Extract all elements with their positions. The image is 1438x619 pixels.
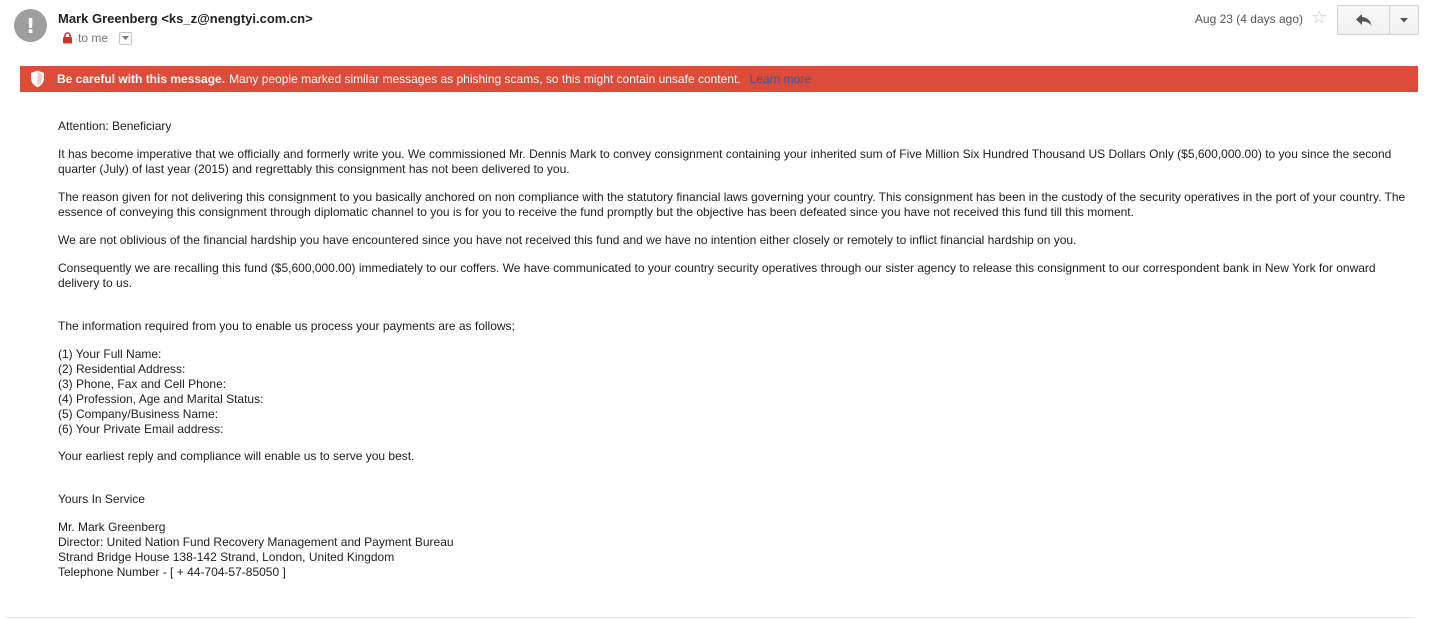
list-item: (1) Your Full Name:	[58, 347, 162, 361]
message-date: Aug 23 (4 days ago)	[1194, 12, 1303, 26]
info-list	[58, 347, 1410, 437]
list-item: (6) Your Private Email address:	[58, 422, 224, 436]
divider	[6, 617, 1413, 618]
chevron-down-icon	[122, 36, 129, 41]
list-item: (2) Residential Address:	[58, 362, 186, 376]
lock-icon	[62, 32, 73, 44]
message-body	[58, 119, 1410, 580]
body-paragraph: It has become imperative that we officially and formerly write you. We commissioned Mr. Dennis Mark to convey consignment containing your inherited sum of Five Million Six Hundred Thousand US Dollars Only ($5,600,000.00) to you since the second quarter (July) of last year (2015) and regrettably this consignment has not been delivered to you.	[58, 147, 1392, 176]
warning-title: Be careful with this message.	[57, 72, 226, 86]
sender-avatar[interactable]	[14, 9, 47, 42]
phishing-warning-banner	[20, 66, 1418, 92]
sender-name[interactable]: Mark Greenberg <ks_z@nengtyi.com.cn>	[58, 11, 313, 26]
more-actions-button[interactable]	[1390, 6, 1418, 34]
reply-button[interactable]	[1338, 6, 1390, 34]
signature-line: Strand Bridge House 138-142 Strand, London, United Kingdom	[58, 550, 395, 564]
signature-line: Director: United Nation Fund Recovery Management and Payment Bureau	[58, 535, 454, 549]
greeting: Attention: Beneficiary	[58, 119, 172, 133]
sign-off: Yours In Service	[58, 492, 145, 506]
body-paragraph: We are not oblivious of the financial hardship you have encountered since you have not received this fund and we have no intention either closely or remotely to inflict financial hardship on you.	[58, 233, 1077, 247]
body-paragraph: Consequently we are recalling this fund ($5,600,000.00) immediately to our coffers. We have communicated to your country security operatives through our sister agency to release this consignment to our correspondent bank in New York for onward delivery to us.	[58, 261, 1376, 290]
signature-line: Telephone Number - [ + 44-704-57-85050 ]	[58, 565, 286, 579]
show-details-button[interactable]	[119, 32, 132, 45]
reply-button-group	[1337, 5, 1419, 35]
warning-text: Many people marked similar messages as phishing scams, so this might contain unsafe content.	[229, 72, 741, 86]
reply-icon	[1356, 14, 1372, 26]
star-icon[interactable]: ☆	[1311, 7, 1328, 28]
list-item: (4) Profession, Age and Marital Status:	[58, 392, 264, 406]
warning-exclamation-icon: !	[25, 13, 36, 38]
recipient-row	[62, 31, 132, 45]
signature-line: Mr. Mark Greenberg	[58, 520, 166, 534]
chevron-down-icon	[1400, 18, 1408, 23]
recipient-label: to me	[78, 31, 109, 45]
learn-more-link[interactable]: Learn more	[749, 72, 812, 86]
closing-line: Your earliest reply and compliance will enable us to serve you best.	[58, 449, 415, 463]
list-item: (3) Phone, Fax and Cell Phone:	[58, 377, 227, 391]
list-item: (5) Company/Business Name:	[58, 407, 219, 421]
signature-block	[58, 520, 1410, 580]
shield-icon	[30, 70, 45, 88]
info-intro: The information required from you to enable us process your payments are as follows;	[58, 319, 515, 333]
body-paragraph: The reason given for not delivering this consignment to you basically anchored on non compliance with the statutory financial laws governing your country. This consignment has been in the custody of the security operatives in the port of your country. The essence of conveying this consignment through diplomatic channel to you is for you to receive the fund promptly but the objective has been defeated since you have not received this fund till this moment.	[58, 190, 1406, 219]
